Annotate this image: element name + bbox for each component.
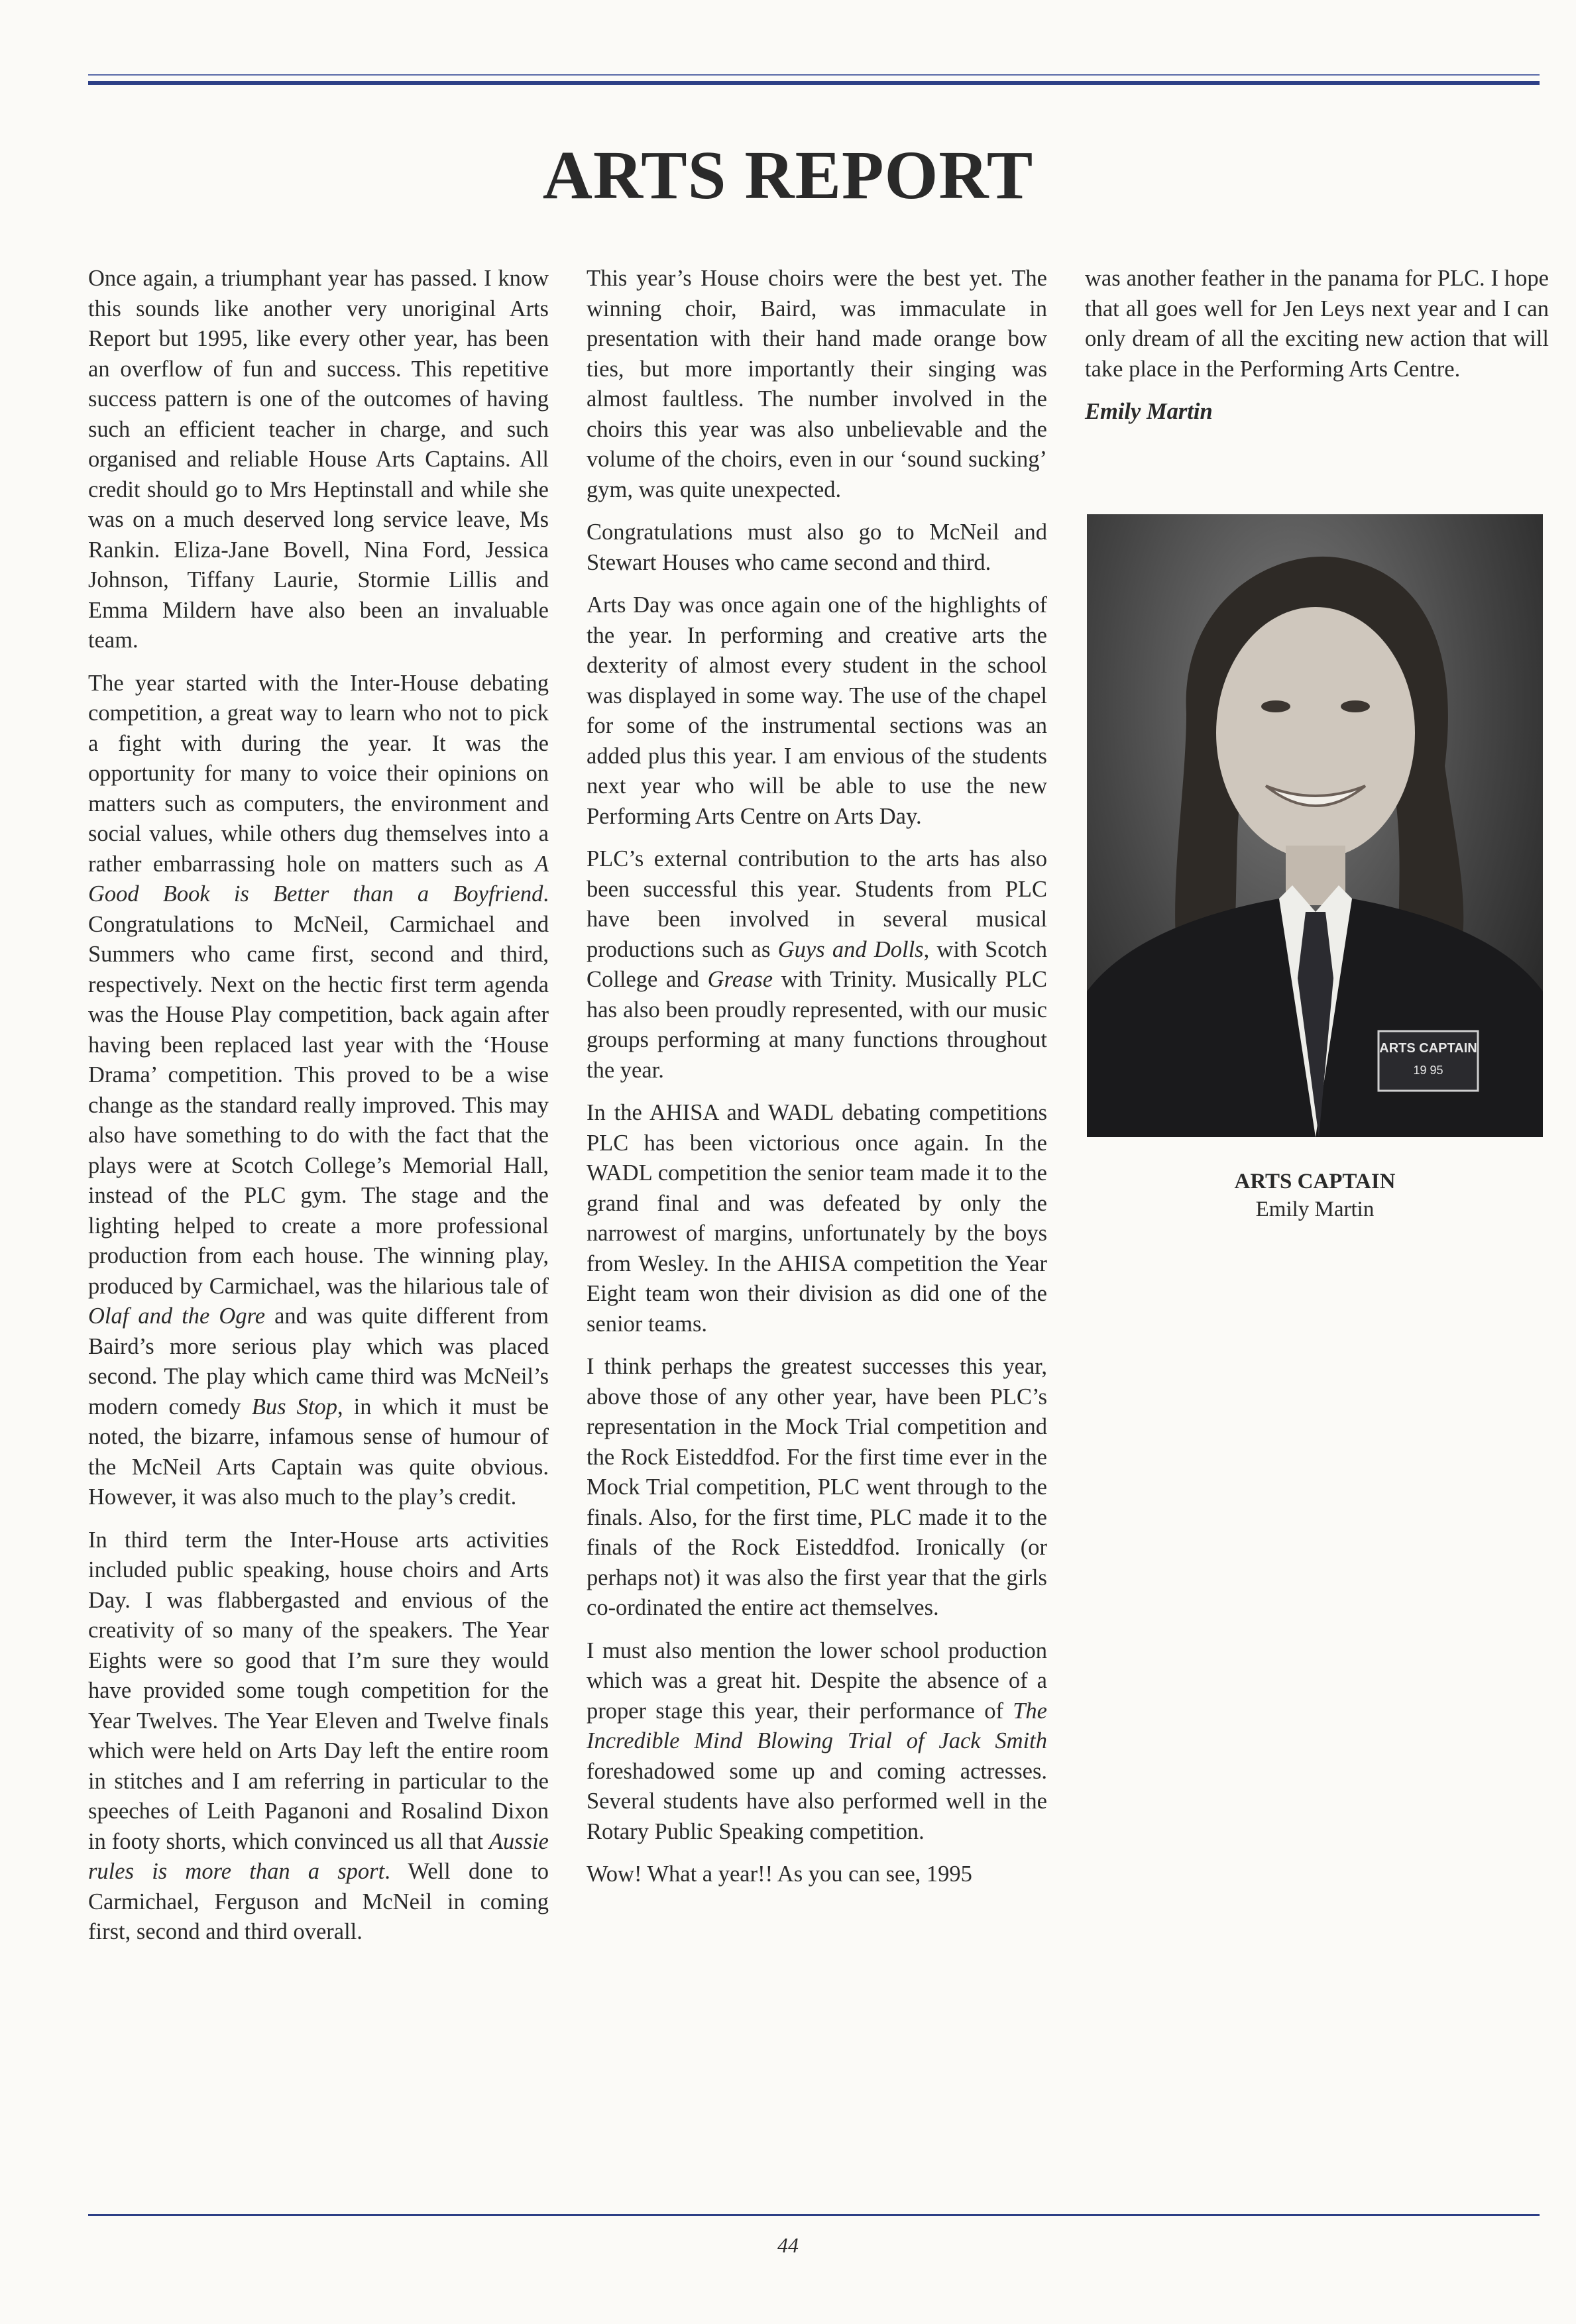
paragraph: In third term the Inter-House arts activities included public speaking, house choirs and Arts Day. I was flabbergasted and envious of the creativity of so many of the speakers. The Year Eights were so good that I’m sure they would have provided some tough competition for the Year Twelves. The Year Eleven and Twelve finals which were held on Arts Day left the entire room in stitches and I am referring in particular to the speeches of Leith Paganoni and Rosalind Dixon in footy shorts, which convinced us all that Aussie rules is more than a sport. Well done to Carmichael, Ferguson and McNeil in coming first, second and third overall. bbox=[88, 1527, 549, 1944]
paragraph: In the AHISA and WADL debating competitions PLC has been victorious once again. In the WADL competition the senior team made it to the grand final and was defeated by only the narrowest of margins, unfortunately by the boys from Wesley. In the AHISA competition the Year Eight team won their division as did one of the senior teams. bbox=[587, 1100, 1047, 1337]
photo-badge-year: 19 95 bbox=[1413, 1064, 1443, 1077]
paragraph: Arts Day was once again one of the highlights of the year. In performing and creative arts the dexterity of almost every student in the school was displayed in some way. The use of the chapel for some of the instrumental sections was an added plus this year. I am envious of the students next year who will be able to use the new Performing Arts Centre on Arts Day. bbox=[587, 592, 1047, 829]
paragraph: was another feather in the panama for PLC. I hope that all goes well for Jen Leys next year and I can only dream of all the exciting new action that will take place in the Performing Arts Centre. bbox=[1085, 266, 1549, 382]
header-thin-rule bbox=[88, 74, 1540, 76]
portrait-illustration bbox=[1087, 514, 1543, 1137]
author-signature: Emily Martin bbox=[1085, 399, 1213, 424]
page-title: ARTS REPORT bbox=[542, 137, 1034, 213]
photo-badge-label: ARTS CAPTAIN bbox=[1379, 1041, 1477, 1056]
arts-captain-photo bbox=[1087, 514, 1543, 1137]
caption-title: ARTS CAPTAIN bbox=[1234, 1170, 1396, 1193]
paragraph: PLC’s external contribution to the arts has also been successful this year. Students from PLC have been involved in several musical productions such as Guys and Dolls, with Scotch College and Grease with Trinity. Musically PLC has also been proudly represented, with our music groups performing at many functions throughout the year. bbox=[587, 846, 1048, 1083]
caption-name: Emily Martin bbox=[1255, 1197, 1375, 1221]
paragraph: This year’s House choirs were the best yet. The winning choir, Baird, was immaculate in presentation with their hand made orange bow ties, but more importantly their singing was almost faultless. The number involved in the choirs this year was also unbelievable and the volume of the choirs, even in our ‘sound sucking’ gym, was quite unexpected. bbox=[587, 266, 1047, 502]
paragraph: I must also mention the lower school production which was a great hit. Despite the absence of a proper stage this year, their performance of The Incredible Mind Blowing Trial of Jack Smith foreshadowed some up and coming actresses. Several students have also performed well in the Rotary Public Speaking competition. bbox=[587, 1637, 1047, 1844]
photo-caption bbox=[1087, 1168, 1543, 1223]
paragraph: Wow! What a year!! As you can see, 1995 bbox=[587, 1861, 972, 1887]
column-1 bbox=[88, 264, 549, 1960]
paragraph: Congratulations must also go to McNeil and Stewart Houses who came second and third. bbox=[587, 520, 1047, 575]
header-thick-rule bbox=[88, 81, 1540, 85]
page-number: 44 bbox=[777, 2233, 799, 2257]
footer-rule bbox=[88, 2214, 1540, 2216]
paragraph: Once again, a triumphant year has passed. I know this sounds like another very unoriginal Arts Report but 1995, like every other year, has been an overflow of fun and success. This repetitive success pattern is one of the outcomes of having such an efficient teacher in charge, and such organised and reliable House Arts Captains. All credit should go to Mrs Heptinstall and while she was on a much deserved long service leave, Ms Rankin. Eliza-Jane Bovell, Nina Ford, Jessica Johnson, Tiffany Laurie, Stormie Lillis and Emma Mildern have also been an invaluable team. bbox=[88, 266, 549, 653]
paragraph: The year started with the Inter-House debating competition, a great way to learn who not to pick a fight with during the year. It was the opportunity for many to voice their opinions on matters such as computers, the environment and social values, while others dug themselves into a rather embarrassing hole on matters such as A Good Book is Better than a Boyfriend. Congratulations to McNeil, Carmichael and Summers who came first, second and third, respectively. Next on the hectic first term agenda was the House Play competition, back again after having been replaced last year with the ‘House Drama’ competition. This proved to be a wise change as the standard really improved. This may also have something to do with the fact that the plays were at Scotch College’s Memorial Hall, instead of the PLC gym. The stage and the lighting helped to create a more professional production from each house. The winning play, produced by Carmichael, was the hilarious tale of Olaf and the Ogre and was quite different from Baird’s more serious play which was placed second. The play which came third was McNeil’s modern comedy Bus Stop, in which it must be noted, the bizarre, infamous sense of humour of the McNeil Arts Captain was quite obvious. However, it was also much to the play’s credit. bbox=[88, 670, 549, 1510]
column-3 bbox=[1085, 264, 1549, 440]
paragraph: I think perhaps the greatest successes this year, above those of any other year, have been PLC’s representation in the Mock Trial competition and the Rock Eisteddfod. For the first time ever in the Mock Trial competition, PLC went through to the finals. Also, for the first time, PLC made it to the finals of the Rock Eisteddfod. Ironically (or perhaps not) it was also the first year that the girls co-ordinated the entire act themselves. bbox=[587, 1354, 1047, 1620]
column-2 bbox=[587, 264, 1047, 1903]
